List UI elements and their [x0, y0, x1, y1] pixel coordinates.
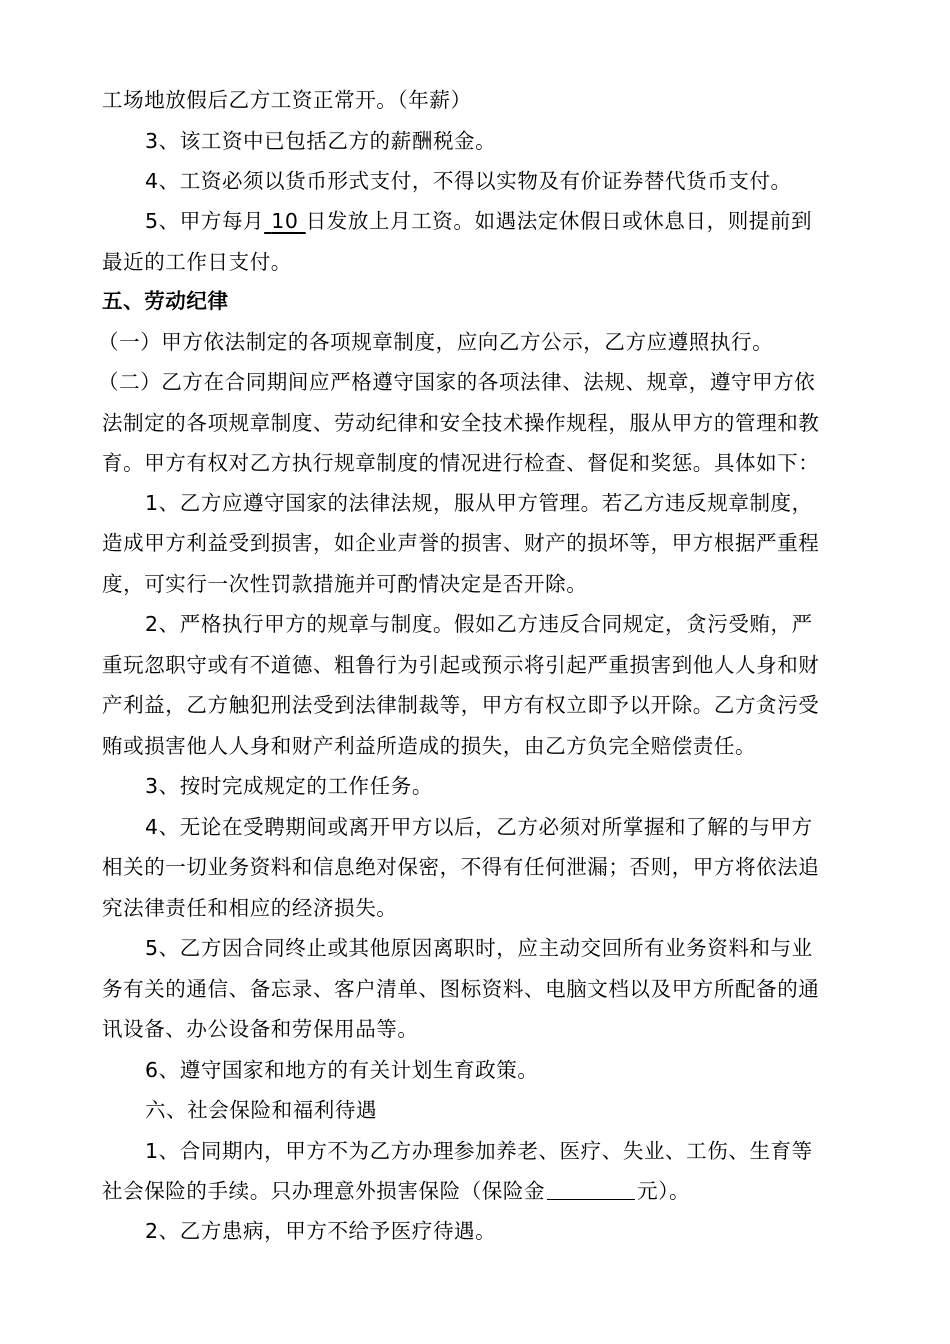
paragraph-line: 2、严格执行甲方的规章与制度。假如乙方违反合同规定，贪污受贿，严: [145, 612, 813, 636]
paragraph-line: [102, 1178, 872, 1204]
paragraph-line: 法制定的各项规章制度、劳动纪律和安全技术操作规程，服从甲方的管理和教: [102, 411, 820, 435]
paragraph-line: 5、乙方因合同终止或其他原因离职时，应主动交回所有业务资料和与业: [145, 936, 813, 960]
paragraph-line: 1、乙方应遵守国家的法律法规，服从甲方管理。若乙方违反规章制度，: [145, 491, 813, 515]
text-fragment: 5、甲方每月: [145, 209, 265, 233]
section-heading-social-insurance: 六、社会保险和福利待遇: [145, 1098, 378, 1122]
paragraph-line: 贿或损害他人人身和财产利益所造成的损失，由乙方负完全赔偿责任。: [102, 734, 757, 758]
paragraph-line: （二）乙方在合同期间应严格遵守国家的各项法律、法规、规章，遵守甲方依: [98, 370, 816, 394]
paragraph-line: 育。甲方有权对乙方执行规章制度的情况进行检查、督促和奖惩。具体如下：: [102, 451, 820, 475]
paragraph-line: 4、工资必须以货币形式支付，不得以实物及有价证券替代货币支付。: [145, 169, 792, 193]
paragraph-line: 2、乙方患病，甲方不给予医疗待遇。: [145, 1219, 497, 1243]
paragraph-line: 4、无论在受聘期间或离开甲方以后，乙方必须对所掌握和了解的与甲方: [145, 815, 813, 839]
payday-value: 10: [271, 209, 299, 233]
paragraph-line: 3、该工资中已包括乙方的薪酬税金。: [145, 129, 497, 153]
paragraph-line: [145, 208, 872, 234]
paragraph-line: （一）甲方依法制定的各项规章制度，应向乙方公示，乙方应遵照执行。: [98, 330, 774, 354]
paragraph-line: 6、遵守国家和地方的有关计划生育政策。: [145, 1058, 539, 1082]
paragraph-line: 造成甲方利益受到损害，如企业声誉的损害、财产的损坏等，甲方根据严重程: [102, 531, 820, 555]
text-fragment: 元）。: [637, 1179, 691, 1203]
text-fragment: 社会保险的手续。只办理意外损害保险（保险金: [102, 1179, 546, 1203]
paragraph-line: 相关的一切业务资料和信息绝对保密，不得有任何泄漏；否则，甲方将依法追: [102, 855, 820, 879]
paragraph-line: 1、合同期内，甲方不为乙方办理参加养老、医疗、失业、工伤、生育等: [145, 1139, 813, 1163]
section-heading-labor-discipline: 五、劳动纪律: [102, 289, 229, 313]
paragraph-line: 度，可实行一次性罚款措施并可酌情决定是否开除。: [102, 572, 588, 596]
text-fragment: 日发放上月工资。如遇法定休假日或休息日，则提前到: [305, 209, 813, 233]
insurance-amount-blank: [547, 1179, 635, 1200]
paragraph-line: 工场地放假后乙方工资正常开。（年薪）: [102, 88, 472, 112]
paragraph-line: 3、按时完成规定的工作任务。: [145, 774, 433, 798]
paragraph-line: 究法律责任和相应的经济损失。: [102, 896, 398, 920]
paragraph-line: 务有关的通信、备忘录、客户清单、图标资料、电脑文档以及甲方所配备的通: [102, 977, 820, 1001]
paragraph-line: 产利益，乙方触犯刑法受到法律制裁等，甲方有权立即予以开除。乙方贪污受: [102, 693, 820, 717]
paragraph-line: 讯设备、办公设备和劳保用品等。: [102, 1017, 419, 1041]
paragraph-line: 最近的工作日支付。: [102, 250, 292, 274]
paragraph-line: 重玩忽职守或有不道德、粗鲁行为引起或预示将引起严重损害到他人人身和财: [102, 653, 820, 677]
